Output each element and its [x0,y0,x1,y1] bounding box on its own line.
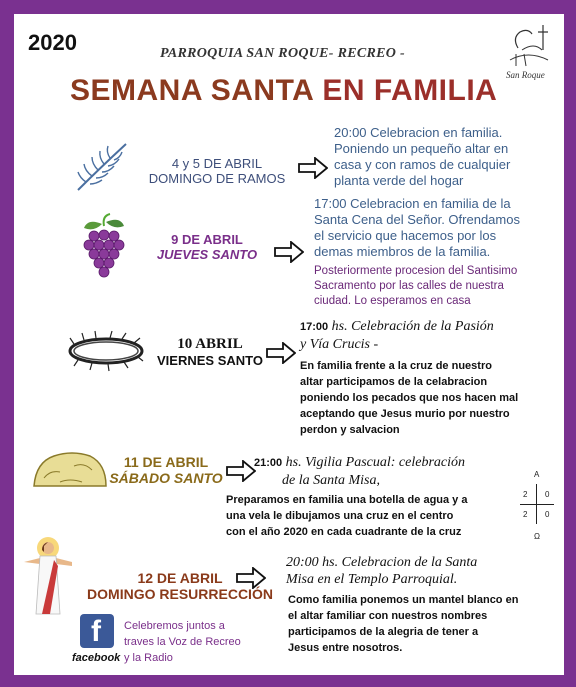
event2-line: demas miembros de la familia. [314,244,491,259]
event1-date [142,156,292,186]
event4-head-line: de la Santa Misa, [282,473,380,488]
facebook-message [124,618,284,666]
arrow-right-icon [266,342,296,364]
event1-line: planta verde del hogar [334,173,464,188]
event5-date-text: 12 DE ABRIL [137,570,223,586]
event4-line: Preparamos en familia una botella de agua y a [226,494,468,506]
event4-line: con el año 2020 en cada cuadrante de la cruz [226,526,462,538]
tomb-stone-icon [30,448,110,490]
facebook-icon[interactable] [80,614,114,648]
event3-date [154,336,266,368]
event2-day-text: JUEVES SANTO [156,247,258,262]
event2-date [152,232,262,262]
year-label: 2020 [28,30,77,55]
event3-head-line: hs. Celebración de la Pasión [331,319,494,334]
event1-description [334,125,549,189]
event3-date-text: 10 ABRIL [177,336,243,352]
event3-day-text: VIERNES SANTO [157,353,263,368]
event4-heading [254,454,514,489]
event2-extra-line: ciudad. Lo esperamos en casa [314,295,471,307]
event3-line: En familia frente a la cruz de nuestro [300,360,492,372]
event3-line: aceptando que Jesus murio por nuestro [300,408,510,420]
event4-head-line: hs. Vigilia Pascual: celebración [285,455,466,470]
year-digit: 0 [545,510,550,519]
grapes-icon [80,212,130,282]
logo-label: San Roque [506,70,545,80]
title-part2: EN FAMILIA [322,74,498,107]
event5-head-line: 20:00 hs. Celebracion de la Santa [286,555,478,570]
facebook-line: traves la Voz de Recreo [124,636,241,648]
arrow-right-icon [298,157,328,179]
event3-heading [300,318,556,353]
event4-day-text: SÁBADO SANTO [109,470,223,486]
event2-line: 17:00 Celebracion en familia de la [314,196,511,211]
candle-cross-diagram [520,470,556,542]
facebook-label[interactable]: facebook [72,652,121,664]
event4-description [226,492,516,540]
year-digit: 0 [545,490,550,499]
title-part1: SEMANA SANTA [70,74,315,107]
event1-line: 20:00 Celebracion en familia. [334,125,503,140]
event2-date-text: 9 DE ABRIL [171,232,243,247]
event4-date [104,454,228,486]
facebook-f-glyph: f [91,615,101,648]
page-title [70,74,497,108]
event3-line: perdon y salvacion [300,424,400,436]
alpha-letter: A [534,470,540,479]
facebook-line: Celebremos juntos a [124,620,225,632]
event3-line: poniendo los pecados que nos hacen mal [300,392,519,404]
event2-extra-line: Sacramento por las calles de nuestra [314,280,504,292]
facebook-line: y la Radio [124,652,173,664]
arrow-right-icon [236,567,266,589]
parish-name: PARROQUIA SAN ROQUE- RECREO - [160,46,405,61]
event5-line: participamos de la alegria de tener a [288,626,479,638]
palm-branch-icon [72,138,132,196]
event5-day-text: DOMINGO RESURRECCIÓN [87,586,273,602]
event2-line: Santa Cena del Señor. Ofrendamos [314,212,520,227]
event1-date-text: 4 y 5 DE ABRIL [171,156,263,171]
event5-line: Jesus entre nosotros. [288,642,403,654]
arrow-right-icon [226,460,256,482]
risen-christ-icon [20,536,76,618]
event5-heading [286,554,556,588]
event5-description [288,592,558,656]
event4-line: una vela le dibujamos una cruz en el centro [226,510,454,522]
event2-description [314,196,554,260]
year-digit: 2 [523,490,528,499]
event1-line: casa y con ramos de cualquier [334,157,511,172]
event2-extra-line: Posteriormente procesion del Santisimo [314,265,518,277]
event2-extra [314,264,554,309]
event5-line: Como familia ponemos un mantel blanco en [288,594,519,606]
event4-time: 21:00 [254,457,283,469]
event4-date-text: 11 DE ABRIL [123,454,209,470]
event3-head-line: y Vía Crucis - [300,337,379,352]
event1-line: Poniendo un pequeño altar en [334,141,509,156]
event5-line: el altar familiar con nuestros nombres [288,610,488,622]
cross-horizontal [520,504,554,505]
omega-letter: Ω [534,532,540,541]
event3-description [300,358,556,440]
crown-of-thorns-icon [66,330,146,372]
event5-head-line: Misa en el Templo Parroquial. [286,572,458,587]
event2-line: el servicio que hacemos por los [314,228,497,243]
year-digit: 2 [523,510,528,519]
event3-time: 17:00 [300,321,329,333]
event3-line: altar participamos de la celabracion [300,376,488,388]
event1-day-text: DOMINGO DE RAMOS [148,171,286,186]
arrow-right-icon [274,241,304,263]
